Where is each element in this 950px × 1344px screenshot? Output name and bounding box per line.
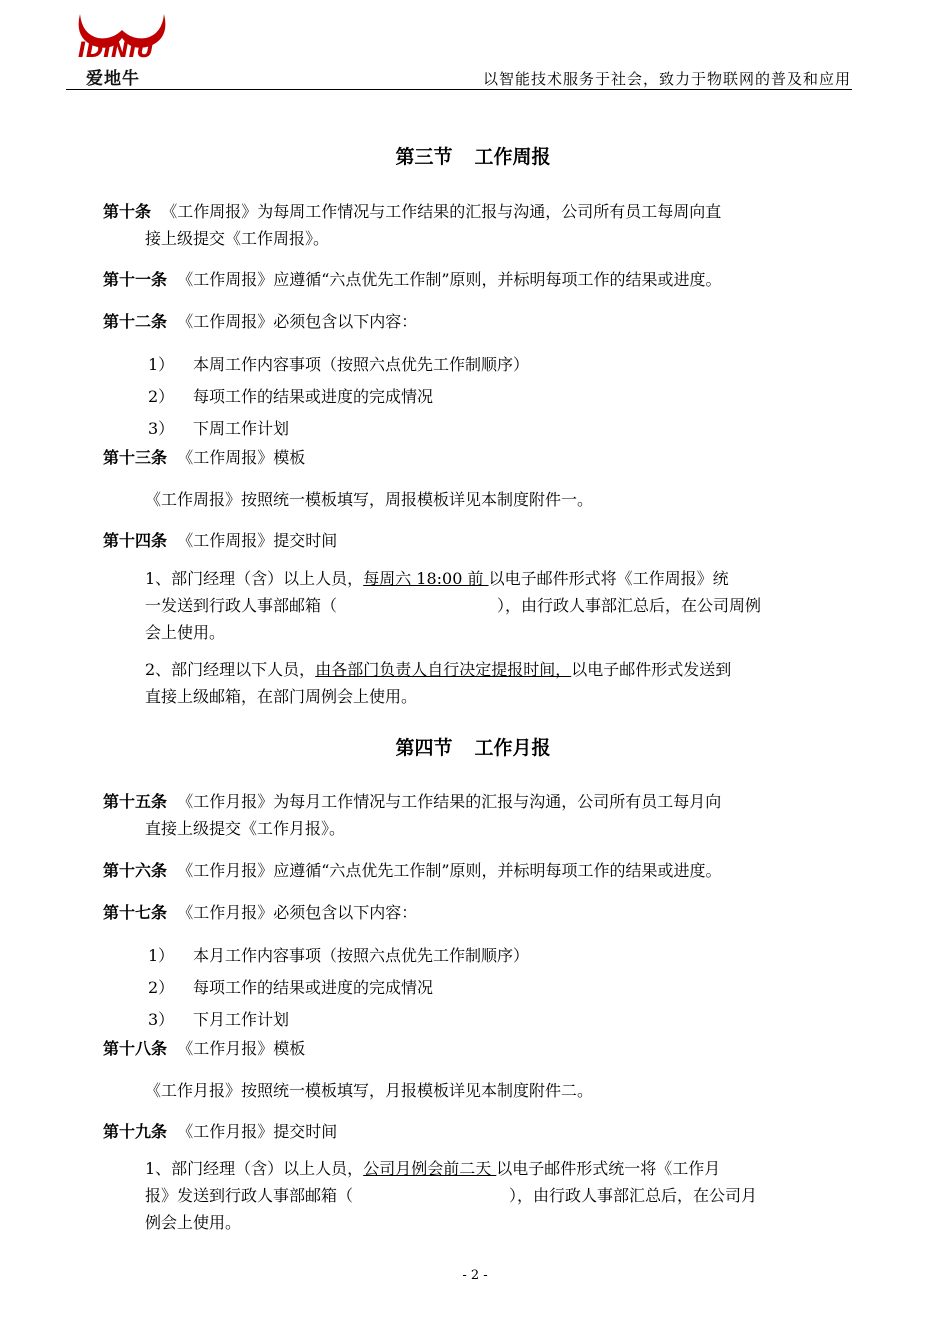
list-item xyxy=(148,942,529,969)
text-segment: 报》发送到行政人事部邮箱（ xyxy=(145,1186,354,1205)
article-label: 第十二条 xyxy=(103,312,168,331)
underlined-deadline: 每周六 18:00 前 xyxy=(363,569,489,588)
section-number: 第四节 xyxy=(395,737,453,759)
list-item xyxy=(148,351,529,378)
company-logo xyxy=(72,8,172,88)
list-number: 3） xyxy=(148,419,175,438)
text-segment: 1、部门经理（含）以上人员， xyxy=(145,569,364,588)
article-paragraph-1 xyxy=(145,1155,853,1236)
article-13 xyxy=(103,444,853,471)
article-14 xyxy=(103,527,853,554)
text-segment: 会上使用。 xyxy=(145,623,226,642)
article-text: 《工作月报》模板 xyxy=(177,1039,306,1058)
text-segment: ），由行政人事部汇总后，在公司周例 xyxy=(497,596,762,615)
article-15 xyxy=(103,788,853,842)
list-text: 每项工作的结果或进度的完成情况 xyxy=(193,387,434,406)
article-paragraph-2 xyxy=(145,656,853,710)
underlined-deadline: 公司月例会前二天 xyxy=(363,1159,497,1178)
logo-chinese: 爱地牛 xyxy=(86,69,140,89)
section-number: 第三节 xyxy=(395,146,453,168)
list-item xyxy=(148,1006,289,1033)
logo-latin: IDINIU xyxy=(78,38,154,62)
section-name: 工作周报 xyxy=(474,146,551,168)
article-11 xyxy=(103,266,853,293)
text-segment: 直接上级邮箱，在部门周例会上使用。 xyxy=(145,687,418,706)
text-segment: 例会上使用。 xyxy=(145,1213,242,1232)
article-text: 《工作周报》提交时间 xyxy=(177,531,338,550)
article-label: 第十五条 xyxy=(103,792,168,811)
article-paragraph-1 xyxy=(145,565,853,646)
article-19 xyxy=(103,1118,853,1145)
list-text: 本周工作内容事项（按照六点优先工作制顺序） xyxy=(193,355,530,374)
text-segment: 以电子邮件形式发送到 xyxy=(571,660,732,679)
article-text: 《工作月报》提交时间 xyxy=(177,1122,338,1141)
article-label: 第十七条 xyxy=(103,903,168,922)
text-segment: 以电子邮件形式将《工作周报》统 xyxy=(488,569,729,588)
list-text: 每项工作的结果或进度的完成情况 xyxy=(193,978,434,997)
article-text-cont: 直接上级提交《工作月报》。 xyxy=(145,819,346,838)
article-text: 《工作月报》为每月工作情况与工作结果的汇报与沟通，公司所有员工每月向 xyxy=(177,792,722,811)
article-18 xyxy=(103,1035,853,1062)
article-16 xyxy=(103,857,853,884)
article-label: 第十一条 xyxy=(103,270,168,289)
article-body: 《工作周报》按照统一模板填写，周报模板详见本制度附件一。 xyxy=(145,490,594,509)
text-segment: 2、部门经理以下人员， xyxy=(145,660,316,679)
header-divider xyxy=(66,89,852,90)
section-title-3 xyxy=(103,142,843,169)
text-segment: 1、部门经理（含）以上人员， xyxy=(145,1159,364,1178)
article-text-cont: 接上级提交《工作周报》。 xyxy=(145,229,330,248)
list-text: 下月工作计划 xyxy=(193,1010,290,1029)
list-text: 本月工作内容事项（按照六点优先工作制顺序） xyxy=(193,946,530,965)
article-17 xyxy=(103,899,853,926)
article-label: 第十条 xyxy=(103,202,152,221)
header-slogan: 以智能技术服务于社会，致力于物联网的普及和应用 xyxy=(482,70,851,88)
article-label: 第十四条 xyxy=(103,531,168,550)
list-number: 3） xyxy=(148,1010,175,1029)
article-text: 《工作月报》应遵循“六点优先工作制”原则，并标明每项工作的结果或进度。 xyxy=(177,861,722,880)
text-segment: 以电子邮件形式统一将《工作月 xyxy=(496,1159,721,1178)
article-label: 第十九条 xyxy=(103,1122,168,1141)
list-text: 下周工作计划 xyxy=(193,419,290,438)
article-label: 第十三条 xyxy=(103,448,168,467)
article-label: 第十八条 xyxy=(103,1039,168,1058)
article-text: 《工作周报》为每周工作情况与工作结果的汇报与沟通，公司所有员工每周向直 xyxy=(161,202,722,221)
article-12 xyxy=(103,308,853,335)
list-item xyxy=(148,415,289,442)
section-title-4 xyxy=(103,733,843,760)
text-segment: ），由行政人事部汇总后，在公司月 xyxy=(509,1186,758,1205)
underlined-text: 由各部门负责人自行决定提报时间， xyxy=(315,660,572,679)
list-number: 1） xyxy=(148,946,175,965)
list-item xyxy=(148,383,433,410)
article-text: 《工作周报》模板 xyxy=(177,448,306,467)
list-number: 2） xyxy=(148,978,175,997)
article-10 xyxy=(103,198,853,252)
page-number: - 2 - xyxy=(462,1268,488,1283)
article-text: 《工作周报》应遵循“六点优先工作制”原则，并标明每项工作的结果或进度。 xyxy=(177,270,722,289)
list-number: 1） xyxy=(148,355,175,374)
text-segment: 一发送到行政人事部邮箱（ xyxy=(145,596,338,615)
section-name: 工作月报 xyxy=(474,737,551,759)
article-body: 《工作月报》按照统一模板填写，月报模板详见本制度附件二。 xyxy=(145,1081,594,1100)
list-item xyxy=(148,974,433,1001)
article-text: 《工作月报》必须包含以下内容： xyxy=(177,903,418,922)
list-number: 2） xyxy=(148,387,175,406)
article-label: 第十六条 xyxy=(103,861,168,880)
article-text: 《工作周报》必须包含以下内容： xyxy=(177,312,418,331)
